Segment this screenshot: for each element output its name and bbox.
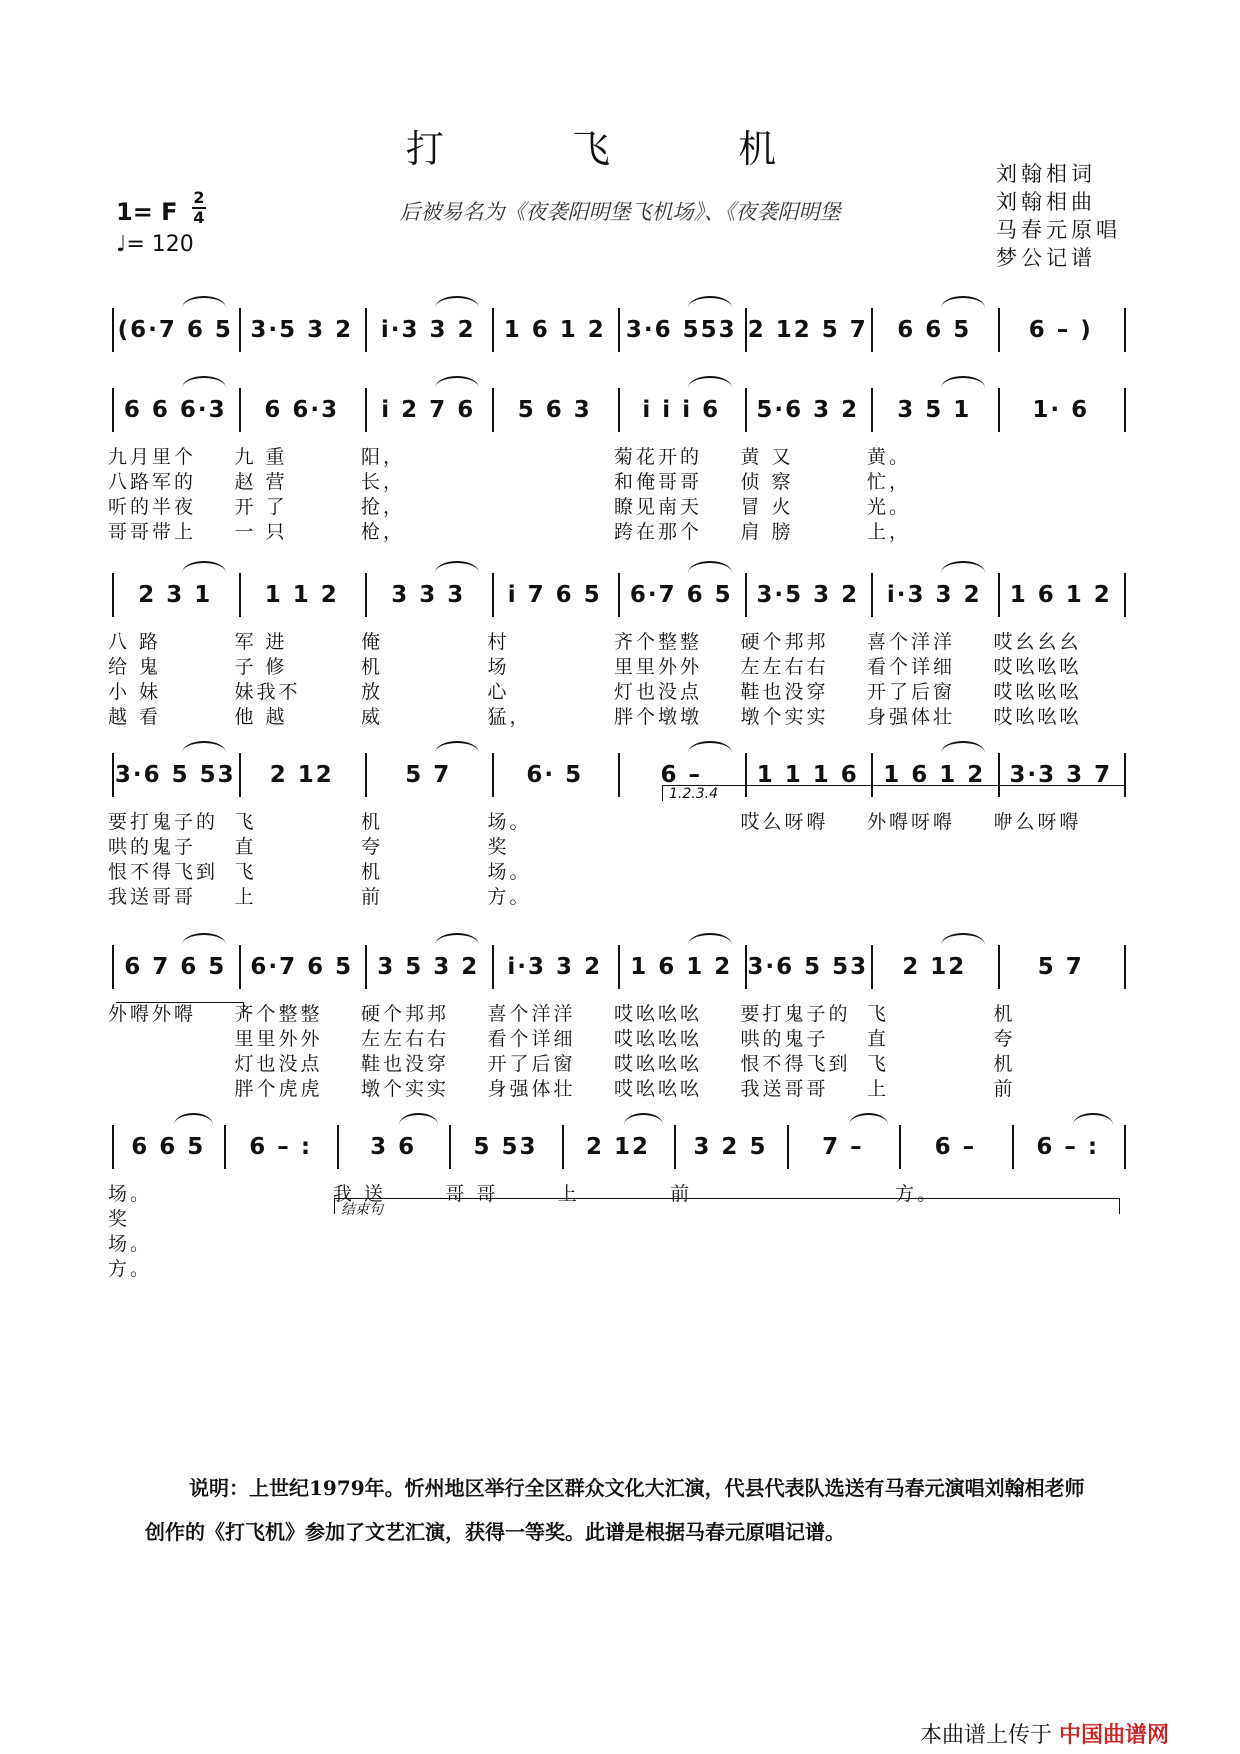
measure: 1 6 1 2 bbox=[503, 317, 606, 343]
lyric-text: 越 看 bbox=[108, 706, 162, 728]
footer-upload-text: 本曲谱上传于 bbox=[920, 1723, 1053, 1748]
lyric-line bbox=[0, 442, 1240, 470]
lyric-text: 军 进 bbox=[234, 631, 288, 653]
lyric-text: 一 只 bbox=[234, 521, 288, 543]
measure: 6 7 6 5 bbox=[124, 954, 227, 980]
measure: 6 6 5 bbox=[897, 317, 972, 343]
lyric-text: 要打鬼子的 bbox=[740, 1003, 851, 1025]
lyric-text: 夸 bbox=[361, 836, 384, 858]
measure: 1· 6 bbox=[1032, 397, 1090, 423]
measure: 6 – : bbox=[249, 1134, 313, 1160]
lyric-text: 场。 bbox=[487, 861, 532, 883]
measure: 1 6 1 2 bbox=[630, 954, 733, 980]
lyric-text: 恨不得飞到 bbox=[108, 861, 219, 883]
lyric-text: 开 了 bbox=[234, 496, 288, 518]
lyric-text: 黄 又 bbox=[740, 446, 794, 468]
page-title: 打 飞 机 bbox=[405, 127, 835, 171]
slur bbox=[399, 1113, 438, 1125]
lyric-text: 忙， bbox=[867, 471, 912, 493]
slur bbox=[435, 296, 479, 308]
slur bbox=[688, 561, 732, 573]
barline bbox=[1124, 945, 1126, 989]
lyric-text: 侦 察 bbox=[740, 471, 794, 493]
measure: 3·3 3 7 bbox=[1009, 762, 1113, 788]
measure: 6· 5 bbox=[526, 762, 584, 788]
measure: 7 – bbox=[822, 1134, 864, 1160]
measure: 1 1 1 6 bbox=[756, 762, 859, 788]
lyric-text: 村 bbox=[487, 631, 510, 653]
lyric-text: 直 bbox=[867, 1028, 890, 1050]
lyric-text: 哎吆吆吆 bbox=[993, 656, 1082, 678]
lyric-text: 我送哥哥 bbox=[740, 1078, 829, 1100]
subtitle: 后被易名为《夜袭阳明堡飞机场》、《夜袭阳明堡 bbox=[399, 200, 841, 224]
lyric-text: 哎吆吆吆 bbox=[993, 706, 1082, 728]
lyric-line bbox=[0, 517, 1240, 545]
lyric-text: 上 bbox=[867, 1078, 890, 1100]
lyric-text: 直 bbox=[234, 836, 257, 858]
lyric-text: 九月里个 bbox=[108, 446, 197, 468]
lyric-text: 机 bbox=[361, 811, 384, 833]
lyric-text: 看个详细 bbox=[867, 656, 956, 678]
lyric-line bbox=[0, 492, 1240, 520]
measure: 2 3 1 bbox=[138, 582, 213, 608]
measure: 6 – bbox=[934, 1134, 977, 1160]
measure: 6 – ) bbox=[1028, 317, 1093, 343]
barline bbox=[1124, 308, 1126, 352]
lyric-text: 恨不得飞到 bbox=[740, 1053, 851, 1075]
lyric-text: 八路军的 bbox=[108, 471, 197, 493]
note-line-1 bbox=[145, 1466, 1105, 1510]
lyric-text: 哄的鬼子 bbox=[108, 836, 197, 858]
credit-lyricist: 刘翰相词 bbox=[996, 162, 1096, 186]
lyric-text: 上 bbox=[557, 1183, 580, 1205]
lyric-text: 哎吆吆吆 bbox=[614, 1003, 703, 1025]
lyric-text: 飞 bbox=[234, 861, 257, 883]
lyric-text: 上， bbox=[867, 521, 912, 543]
lyric-text: 胖个虎虎 bbox=[234, 1078, 323, 1100]
key-signature: 1= F bbox=[116, 198, 178, 226]
lyric-text: 喜个洋洋 bbox=[487, 1003, 576, 1025]
lyric-text: 哥哥带上 bbox=[108, 521, 197, 543]
lyric-text: 飞 bbox=[867, 1003, 890, 1025]
measure: 3 5 1 bbox=[897, 397, 972, 423]
lyric-text: 菊花开的 bbox=[614, 446, 703, 468]
slur bbox=[182, 296, 226, 308]
lyric-text: 灯也没点 bbox=[234, 1053, 323, 1075]
lyric-text: 机 bbox=[361, 656, 384, 678]
lyric-text: 飞 bbox=[867, 1053, 890, 1075]
lyric-line bbox=[0, 1254, 1240, 1282]
lyric-text: 机 bbox=[993, 1053, 1016, 1075]
lyric-text: 我 送 bbox=[332, 1183, 386, 1205]
measure: 5 7 bbox=[405, 762, 452, 788]
lyric-text: 方。 bbox=[895, 1183, 940, 1205]
slur bbox=[688, 376, 732, 388]
notation-row bbox=[0, 380, 1240, 440]
lyric-text: 鞋也没穿 bbox=[740, 681, 829, 703]
lyric-text: 墩个实实 bbox=[361, 1078, 450, 1100]
lyric-text: 胖个墩墩 bbox=[614, 706, 703, 728]
credits bbox=[996, 160, 1121, 272]
lyric-text: 看个详细 bbox=[487, 1028, 576, 1050]
lyric-text: 方。 bbox=[108, 1258, 153, 1280]
lyric-text: 威 bbox=[361, 706, 384, 728]
measure: 5·6 3 2 bbox=[756, 397, 860, 423]
note-text-1: 上世纪1979年。忻州地区举行全区群众文化大汇演，代县代表队选送有马春元演唱刘翰相老师 bbox=[249, 1476, 1085, 1500]
lyric-line bbox=[0, 652, 1240, 680]
barline bbox=[1124, 753, 1126, 797]
slur bbox=[435, 933, 479, 945]
lyric-text: 奖 bbox=[487, 836, 510, 858]
footer-brand: 中国曲谱网 bbox=[1059, 1723, 1170, 1748]
lyric-text: 开了后窗 bbox=[867, 681, 956, 703]
lyric-text: 哥 哥 bbox=[445, 1183, 499, 1205]
lyric-text: 要打鬼子的 bbox=[108, 811, 219, 833]
volta-close bbox=[116, 1002, 244, 1018]
lyric-text: 长， bbox=[361, 471, 406, 493]
lyric-text: 飞 bbox=[234, 811, 257, 833]
measure: 6 – bbox=[660, 762, 702, 788]
credit-transcriber: 梦公记谱 bbox=[996, 246, 1096, 270]
lyric-line bbox=[0, 1074, 1240, 1102]
slur bbox=[174, 1113, 213, 1125]
lyric-text: 身强体壮 bbox=[867, 706, 956, 728]
lyric-text: 和俺哥哥 bbox=[614, 471, 703, 493]
slur bbox=[688, 933, 732, 945]
measure: i·3 3 2 bbox=[380, 317, 476, 343]
lyric-line bbox=[0, 677, 1240, 705]
measure: 3 6 bbox=[370, 1134, 417, 1160]
barline bbox=[1124, 388, 1126, 432]
measure: 1 6 1 2 bbox=[883, 762, 986, 788]
lyric-text: 身强体壮 bbox=[487, 1078, 576, 1100]
lyric-text: 里里外外 bbox=[234, 1028, 323, 1050]
lyric-text: 齐个整整 bbox=[234, 1003, 323, 1025]
lyric-text: 瞭见南天 bbox=[614, 496, 703, 518]
explanation-note bbox=[145, 1466, 1105, 1554]
slur bbox=[1073, 1113, 1112, 1125]
meter-bottom: 4 bbox=[193, 208, 205, 227]
measure: 6·7 6 5 bbox=[250, 954, 354, 980]
lyric-text: 奖 bbox=[108, 1208, 131, 1230]
lyric-text: 左左右右 bbox=[361, 1028, 450, 1050]
lyric-text: 场。 bbox=[487, 811, 532, 833]
lyric-text: 墩个实实 bbox=[740, 706, 829, 728]
lyric-text: 给 鬼 bbox=[108, 656, 162, 678]
lyric-text: 场。 bbox=[108, 1233, 153, 1255]
coda-label: 结束句 bbox=[341, 1202, 383, 1218]
meter-top: 2 bbox=[193, 188, 205, 207]
slur bbox=[941, 933, 985, 945]
measure: 5 7 bbox=[1037, 954, 1084, 980]
lyric-text: 场 bbox=[487, 656, 510, 678]
lyric-text: 他 越 bbox=[234, 706, 288, 728]
lyric-line bbox=[0, 627, 1240, 655]
measure: i·3 3 2 bbox=[507, 954, 603, 980]
measure: i 2 7 6 bbox=[381, 397, 476, 423]
measure: 2 12 5 7 bbox=[747, 317, 868, 343]
notation-row bbox=[0, 300, 1240, 360]
measure: i 7 6 5 bbox=[507, 582, 602, 608]
slur bbox=[435, 561, 479, 573]
lyric-text: 跨在那个 bbox=[614, 521, 703, 543]
lyric-text: 开了后窗 bbox=[487, 1053, 576, 1075]
lyric-line bbox=[0, 1024, 1240, 1052]
lyric-text: 鞋也没穿 bbox=[361, 1053, 450, 1075]
lyric-text: 光。 bbox=[867, 496, 912, 518]
volta-label: 1.2.3.4 bbox=[669, 786, 718, 802]
slur bbox=[435, 741, 479, 753]
measure: 2 12 bbox=[269, 762, 334, 788]
measure: 3 3 3 bbox=[391, 582, 466, 608]
note-line-2: 创作的《打飞机》参加了文艺汇演，获得一等奖。此谱是根据马春元原唱记谱。 bbox=[145, 1520, 845, 1544]
measure: 3·5 3 2 bbox=[250, 317, 354, 343]
lyric-text: 阳， bbox=[361, 446, 406, 468]
lyric-line bbox=[0, 882, 1240, 910]
lyric-text: 左左右右 bbox=[740, 656, 829, 678]
barline bbox=[1124, 1125, 1126, 1169]
measure: 6 – : bbox=[1036, 1134, 1100, 1160]
slur bbox=[849, 1113, 888, 1125]
lyric-text: 喜个洋洋 bbox=[867, 631, 956, 653]
lyric-text: 枪， bbox=[361, 521, 406, 543]
lyric-text: 前 bbox=[361, 886, 384, 908]
lyric-text: 冒 火 bbox=[740, 496, 794, 518]
lyric-text: 哎幺幺幺 bbox=[993, 631, 1082, 653]
slur bbox=[941, 741, 985, 753]
lyric-text: 齐个整整 bbox=[614, 631, 703, 653]
slur bbox=[941, 376, 985, 388]
slur bbox=[182, 933, 226, 945]
lyric-text: 九 重 bbox=[234, 446, 288, 468]
lyric-text: 心 bbox=[487, 681, 510, 703]
slur bbox=[941, 561, 985, 573]
measure: 3·6 553 bbox=[625, 317, 737, 343]
volta-first-ending bbox=[662, 785, 1124, 801]
lyric-text: 机 bbox=[993, 1003, 1016, 1025]
lyric-text: 方。 bbox=[487, 886, 532, 908]
lyric-text: 哎么呀嘚 bbox=[740, 811, 829, 833]
lyric-text: 外嘚呀嘚 bbox=[867, 811, 956, 833]
lyric-text: 上 bbox=[234, 886, 257, 908]
lyric-text: 哎吆吆吆 bbox=[614, 1053, 703, 1075]
lyric-text: 咿么呀嘚 bbox=[993, 811, 1082, 833]
slur bbox=[182, 741, 226, 753]
lyric-text: 夸 bbox=[993, 1028, 1016, 1050]
lyric-line bbox=[0, 807, 1240, 835]
measure: 1 1 2 bbox=[264, 582, 339, 608]
measure: i·3 3 2 bbox=[886, 582, 982, 608]
measure: 3·6 5 53 bbox=[114, 762, 236, 788]
lyric-text: 里里外外 bbox=[614, 656, 703, 678]
lyric-text: 哄的鬼子 bbox=[740, 1028, 829, 1050]
measure: 2 12 bbox=[585, 1134, 650, 1160]
lyric-text: 外嘚外嘚 bbox=[108, 1003, 197, 1025]
lyric-text: 机 bbox=[361, 861, 384, 883]
measure: 3·5 3 2 bbox=[756, 582, 860, 608]
lyric-text: 哎吆吆吆 bbox=[614, 1028, 703, 1050]
lyric-line bbox=[0, 467, 1240, 495]
lyric-text: 哎吆吆吆 bbox=[614, 1078, 703, 1100]
slur bbox=[182, 561, 226, 573]
note-label: 说明： bbox=[189, 1476, 249, 1500]
slur bbox=[941, 296, 985, 308]
time-signature bbox=[192, 190, 206, 226]
lyric-text: 哎吆吆吆 bbox=[993, 681, 1082, 703]
barline bbox=[1124, 573, 1126, 617]
measure: 6 6·3 bbox=[264, 397, 340, 423]
slur bbox=[624, 1113, 663, 1125]
lyric-text: 场。 bbox=[108, 1183, 153, 1205]
lyric-text: 妹我不 bbox=[234, 681, 301, 703]
notation-row bbox=[0, 1117, 1240, 1177]
lyric-text: 听的半夜 bbox=[108, 496, 197, 518]
lyric-line bbox=[0, 832, 1240, 860]
measure: i i i 6 bbox=[642, 397, 721, 423]
measure: 6·7 6 5 bbox=[629, 582, 733, 608]
slur bbox=[435, 376, 479, 388]
lyric-text: 俺 bbox=[361, 631, 384, 653]
lyric-line bbox=[0, 1229, 1240, 1257]
lyric-text: 硬个邦邦 bbox=[361, 1003, 450, 1025]
lyric-text: 放 bbox=[361, 681, 384, 703]
lyric-text: 猛， bbox=[487, 706, 532, 728]
measure: 3·6 5 53 bbox=[747, 954, 869, 980]
slur bbox=[688, 741, 732, 753]
credit-singer: 马春元原唱 bbox=[996, 218, 1121, 242]
lyric-text: 赵 营 bbox=[234, 471, 288, 493]
measure: 1 6 1 2 bbox=[1009, 582, 1112, 608]
measure: 3 2 5 bbox=[693, 1134, 768, 1160]
lyric-text: 灯也没点 bbox=[614, 681, 703, 703]
tempo-marking: ♩= 120 bbox=[116, 232, 194, 257]
lyric-text: 八 路 bbox=[108, 631, 162, 653]
footer-watermark bbox=[920, 1718, 1169, 1749]
lyric-text: 肩 膀 bbox=[740, 521, 794, 543]
measure: 2 12 bbox=[902, 954, 967, 980]
lyric-line bbox=[0, 702, 1240, 730]
lyric-text: 我送哥哥 bbox=[108, 886, 197, 908]
lyric-line bbox=[0, 1049, 1240, 1077]
lyric-text: 小 妹 bbox=[108, 681, 162, 703]
lyric-text: 前 bbox=[993, 1078, 1016, 1100]
slur bbox=[182, 376, 226, 388]
lyric-text: 抢， bbox=[361, 496, 406, 518]
measure: 6 6 6·3 bbox=[123, 397, 227, 423]
volta-coda bbox=[334, 1198, 1120, 1218]
lyric-text: 子 修 bbox=[234, 656, 288, 678]
slur bbox=[688, 296, 732, 308]
lyric-line bbox=[0, 857, 1240, 885]
measure: 5 53 bbox=[473, 1134, 538, 1160]
notation-row bbox=[0, 937, 1240, 997]
lyric-text: 硬个邦邦 bbox=[740, 631, 829, 653]
lyric-text: 前 bbox=[670, 1183, 693, 1205]
measure: (6·7 6 5 bbox=[117, 317, 233, 343]
measure: 5 6 3 bbox=[517, 397, 592, 423]
measure: 6 6 5 bbox=[131, 1134, 206, 1160]
measure: 3 5 3 2 bbox=[377, 954, 480, 980]
notation-row bbox=[0, 565, 1240, 625]
credit-composer: 刘翰相曲 bbox=[996, 190, 1096, 214]
lyric-text: 黄。 bbox=[867, 446, 912, 468]
